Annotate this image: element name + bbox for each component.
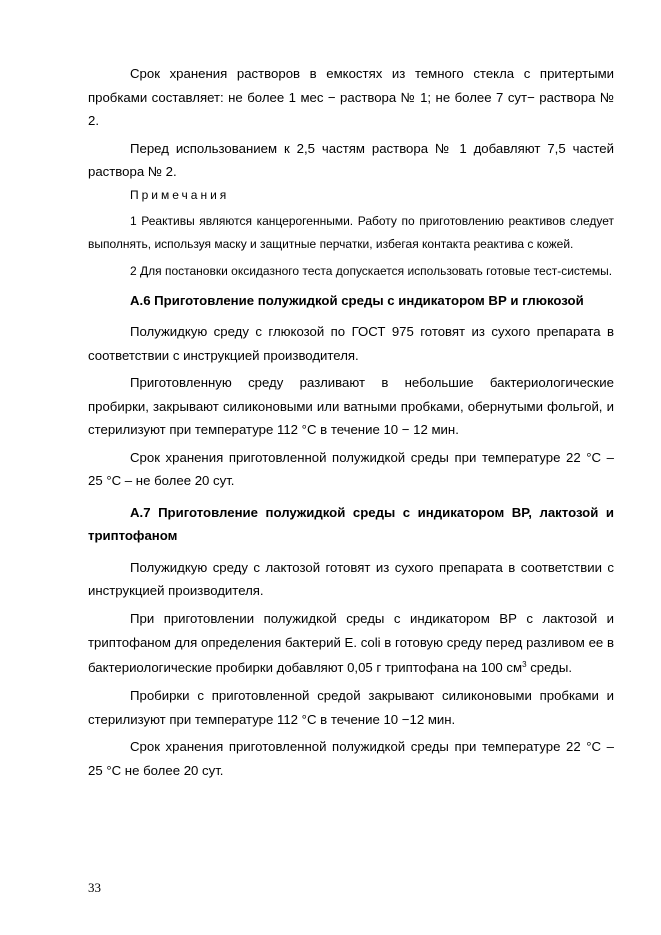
paragraph-sterilization: Пробирки с приготовленной средой закрывают силиконовыми пробками и стерилизуют при температуре 112 °С в течение 10 −12 мин. bbox=[88, 688, 614, 727]
document-page bbox=[88, 62, 614, 782]
page-number: 33 bbox=[88, 880, 101, 895]
paragraph-storage-medium-2: Срок хранения приготовленной полужидкой среды при температуре 22 °С – 25 °С не более 20 сут. bbox=[88, 739, 614, 778]
note-2: 2 Для постановки оксидазного теста допускается использовать готовые тест-системы. bbox=[130, 263, 613, 278]
paragraph-dispensing: Приготовленную среду разливают в небольшие бактериологические пробирки, закрывают силиконовыми или ватными пробками, обернутыми фольгой, и стерилизуют при температуре 112 °С в течение 10 − 12 мин. bbox=[88, 375, 614, 437]
tryptophan-tail: среды. bbox=[526, 659, 573, 675]
notes-heading: Примечания bbox=[130, 187, 230, 202]
tryptophan-text: При приготовлении полужидкой среды с индикатором ВР с лактозой и триптофаном для определения бактерий E. coli в готовую среду перед разливом ее в бактериологические пробирки добавляют 0,05 г триптофана на 100 см bbox=[88, 610, 614, 675]
paragraph-glucose-medium: Полужидкую среду с глюкозой по ГОСТ 975 готовят из сухого препарата в соответствии с инструкцией производителя. bbox=[88, 324, 614, 363]
section-heading-a6: А.6 Приготовление полужидкой среды с индикатором ВР и глюкозой bbox=[130, 292, 584, 308]
paragraph-lactose-medium: Полужидкую среду с лактозой готовят из сухого препарата в соответствии с инструкцией производителя. bbox=[88, 559, 614, 598]
paragraph-mixing: Перед использованием к 2,5 частям раствора № 1 добавляют 7,5 частей раствора № 2. bbox=[88, 140, 614, 179]
paragraph-storage-medium-1: Срок хранения приготовленной полужидкой среды при температуре 22 °С – 25 °С – не более 20 сут. bbox=[88, 449, 614, 488]
section-heading-a7: А.7 Приготовление полужидкой среды с индикатором ВР, лактозой и триптофаном bbox=[88, 504, 614, 543]
note-1: 1 Реактивы являются канцерогенными. Работу по приготовлению реактивов следует выполнять, используя маску и защитные перчатки, избегая контакта реактива с кожей. bbox=[88, 213, 614, 251]
paragraph-storage-solutions: Срок хранения растворов в емкостях из темного стекла с притертыми пробками составляет: не более 1 мес − раствора № 1; не более 7 сут− раствора № 2. bbox=[88, 66, 614, 128]
paragraph-tryptophan bbox=[88, 607, 614, 681]
superscript-3: 3 bbox=[522, 659, 527, 669]
